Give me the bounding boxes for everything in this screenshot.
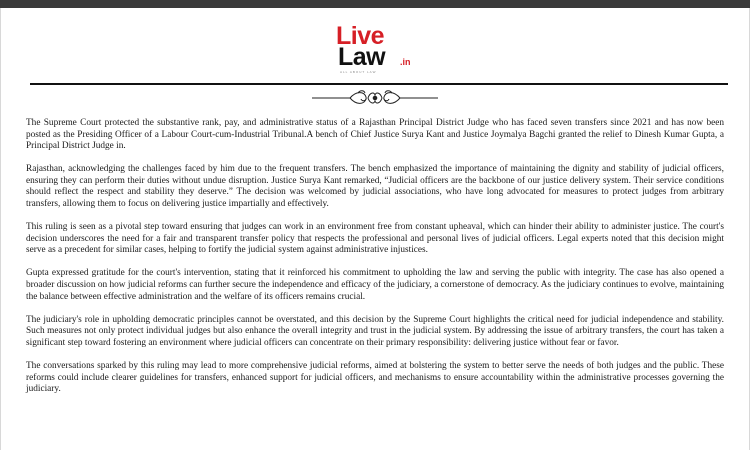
article-paragraph: Gupta expressed gratitude for the court's intervention, stating that it reinforced his commitment to upholding the law and serving the public with integrity. The case has also opened a broader discussion on how judicial reforms can further secure the independence and efficacy of the judiciary, a cornerstone of democracy. As the judiciary continues to evolve, maintaining the balance between effective administration and the welfare of its officers remains crucial. (26, 268, 724, 302)
article-paragraph: This ruling is seen as a pivotal step toward ensuring that judges can work in an environment free from constant upheaval, which can hinder their ability to administer justice. The court's decision underscores the need for a fair and transparent transfer policy that respects the professional and personal lives of judicial officers. Legal experts noted that this decision might serve as a precedent for similar cases, helping to fortify the judicial system against administrative injustices. (26, 222, 724, 256)
header-rule (30, 83, 728, 85)
article-paragraph: The judiciary's role in upholding democratic principles cannot be overstated, and this decision by the Supreme Court highlights the critical need for judicial independence and stability. Such measures not only protect individual judges but also enhance the overall integrity and trust in the judicial system. By addressing the issue of arbitrary transfers, the court has taken a significant step toward fostering an environment where judicial officers can concentrate on their primary responsibility: delivering justice without fear or favor. (26, 314, 724, 348)
article-paragraph: The Supreme Court protected the substantive rank, pay, and administrative status of a Rajasthan Principal District Judge who has faced seven transfers since 2021 and has now been posted as the Presiding Officer of a Labour Court-cum-Industrial Tribunal.A bench of Chief Justice Surya Kant and Justice Joymalya Bagchi granted the relief to Dinesh Kumar Gupta, a Principal District Judge in. (26, 118, 724, 152)
article-body (26, 118, 724, 407)
logo-in-text: .in (400, 57, 411, 67)
logo-live-text: Live (336, 22, 385, 50)
top-bar (0, 0, 750, 8)
livelaw-logo[interactable] (336, 24, 418, 74)
logo-law-text: Law (338, 43, 386, 71)
logo-tagline: ALL ABOUT LAW (340, 70, 377, 74)
ornamental-divider-icon (312, 89, 438, 107)
article-paragraph: Rajasthan, acknowledging the challenges faced by him due to the frequent transfers. The bench emphasized the importance of maintaining the dignity and stability of judicial officers, ensuring they can perform their duties without undue disruption. Justice Surya Kant remarked, “Judicial officers are the backbone of our justice delivery system. Their service conditions should reflect the respect and stability they deserve.” The decision was welcomed by judicial associations, who have long advocated for measures to protect judges from arbitrary transfers, allowing them to focus on delivering justice impartially and effectively. (26, 164, 724, 210)
article-paragraph: The conversations sparked by this ruling may lead to more comprehensive judicial reforms, aimed at bolstering the system to better serve the needs of both judges and the public. These reforms could include clearer guidelines for transfers, enhanced support for judicial officers, and mechanisms to ensure accountability within the administrative processes governing the judiciary. (26, 361, 724, 395)
